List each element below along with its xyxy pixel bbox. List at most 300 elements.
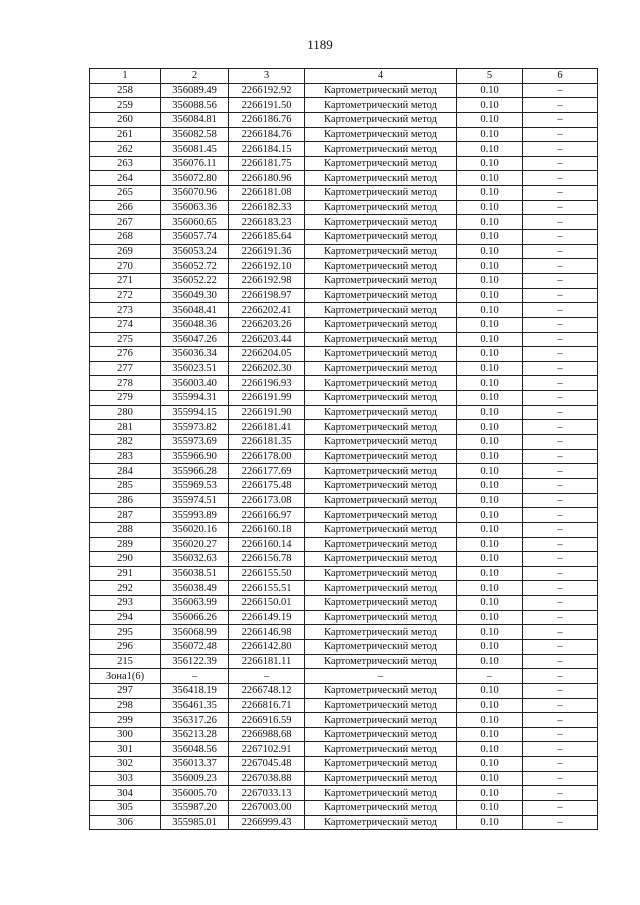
table-row xyxy=(90,230,598,245)
table-cell: – xyxy=(523,98,598,113)
table-cell: – xyxy=(523,405,598,420)
table-row xyxy=(90,317,598,332)
table-cell: Картометрический метод xyxy=(305,156,457,171)
table-cell: 215 xyxy=(90,654,161,669)
table-row xyxy=(90,98,598,113)
table-cell: 293 xyxy=(90,596,161,611)
table-cell: – xyxy=(523,596,598,611)
table-cell: 356005.70 xyxy=(161,786,229,801)
table-cell: 0.10 xyxy=(457,420,523,435)
table-cell: 290 xyxy=(90,552,161,567)
table-cell: – xyxy=(523,508,598,523)
table-cell: 2266150.01 xyxy=(229,596,305,611)
table-row xyxy=(90,522,598,537)
table-cell: 292 xyxy=(90,581,161,596)
table-cell: 356020.27 xyxy=(161,537,229,552)
table-cell: 283 xyxy=(90,449,161,464)
table-row xyxy=(90,698,598,713)
table-cell: 285 xyxy=(90,478,161,493)
table-cell: 2266916.59 xyxy=(229,713,305,728)
table-cell: 268 xyxy=(90,230,161,245)
table-cell: – xyxy=(523,244,598,259)
table-cell: 2266181.75 xyxy=(229,156,305,171)
table-cell: 260 xyxy=(90,112,161,127)
column-header: 3 xyxy=(229,69,305,84)
table-row xyxy=(90,464,598,479)
table-cell: Картометрический метод xyxy=(305,683,457,698)
table-cell: – xyxy=(523,435,598,450)
table-row xyxy=(90,405,598,420)
table-cell: Картометрический метод xyxy=(305,376,457,391)
table-cell: 0.10 xyxy=(457,478,523,493)
table-cell: 262 xyxy=(90,142,161,157)
table-row xyxy=(90,259,598,274)
table-cell: 288 xyxy=(90,522,161,537)
table-row xyxy=(90,727,598,742)
table-cell: Картометрический метод xyxy=(305,361,457,376)
table-cell: 289 xyxy=(90,537,161,552)
column-header: 2 xyxy=(161,69,229,84)
table-row xyxy=(90,537,598,552)
table-cell: 287 xyxy=(90,508,161,523)
table-cell: 356049.30 xyxy=(161,288,229,303)
table-cell: – xyxy=(523,215,598,230)
table-cell: 2266181.11 xyxy=(229,654,305,669)
table-cell: – xyxy=(457,669,523,684)
table-cell: 0.10 xyxy=(457,713,523,728)
table-cell: 2266184.15 xyxy=(229,142,305,157)
table-cell: 356047.26 xyxy=(161,332,229,347)
table-cell: 2266156.78 xyxy=(229,552,305,567)
table-cell: Зона1(6) xyxy=(90,669,161,684)
table-cell: Картометрический метод xyxy=(305,244,457,259)
table-cell: 0.10 xyxy=(457,771,523,786)
table-cell: 0.10 xyxy=(457,376,523,391)
table-cell: 278 xyxy=(90,376,161,391)
table-cell: 0.10 xyxy=(457,332,523,347)
table-cell: 355994.15 xyxy=(161,405,229,420)
table-cell: – xyxy=(523,317,598,332)
table-cell: 0.10 xyxy=(457,303,523,318)
table-cell: 0.10 xyxy=(457,98,523,113)
table-cell: 0.10 xyxy=(457,493,523,508)
table-cell: 2266160.18 xyxy=(229,522,305,537)
table-row xyxy=(90,156,598,171)
table-cell: – xyxy=(523,127,598,142)
table-cell: – xyxy=(523,449,598,464)
table-cell: Картометрический метод xyxy=(305,127,457,142)
table-row xyxy=(90,244,598,259)
table-cell: 277 xyxy=(90,361,161,376)
table-cell: 2266204.05 xyxy=(229,347,305,362)
table-cell: 355966.90 xyxy=(161,449,229,464)
table-row xyxy=(90,435,598,450)
table-cell: 286 xyxy=(90,493,161,508)
table-row xyxy=(90,757,598,772)
table-cell: 356036.34 xyxy=(161,347,229,362)
table-cell: 264 xyxy=(90,171,161,186)
table-cell: 299 xyxy=(90,713,161,728)
table-cell: Картометрический метод xyxy=(305,83,457,98)
table-cell: 356048.41 xyxy=(161,303,229,318)
table-cell: 0.10 xyxy=(457,112,523,127)
table-row xyxy=(90,639,598,654)
table-cell: Картометрический метод xyxy=(305,610,457,625)
table-cell: Картометрический метод xyxy=(305,215,457,230)
table-row xyxy=(90,303,598,318)
table-cell: – xyxy=(523,742,598,757)
table-cell: 2266203.44 xyxy=(229,332,305,347)
table-cell: 0.10 xyxy=(457,361,523,376)
table-cell: – xyxy=(523,566,598,581)
table-cell: 0.10 xyxy=(457,186,523,201)
table-cell: Картометрический метод xyxy=(305,786,457,801)
table-cell: Картометрический метод xyxy=(305,801,457,816)
table-cell: 2267033.13 xyxy=(229,786,305,801)
table-cell: Картометрический метод xyxy=(305,596,457,611)
table-cell: Картометрический метод xyxy=(305,742,457,757)
table-cell: – xyxy=(523,683,598,698)
table-cell: 355974.51 xyxy=(161,493,229,508)
table-cell: – xyxy=(523,376,598,391)
table-cell: – xyxy=(523,303,598,318)
table-cell: 356032.63 xyxy=(161,552,229,567)
table-cell: Картометрический метод xyxy=(305,186,457,201)
table-cell: Картометрический метод xyxy=(305,757,457,772)
table-cell: 0.10 xyxy=(457,698,523,713)
table-cell: 355993.89 xyxy=(161,508,229,523)
table-cell: 356020.16 xyxy=(161,522,229,537)
table-cell: 0.10 xyxy=(457,435,523,450)
table-row xyxy=(90,815,598,830)
table-cell: 2266180.96 xyxy=(229,171,305,186)
page-number: 1189 xyxy=(307,37,333,52)
table-cell: – xyxy=(523,361,598,376)
table-cell: 2266142.80 xyxy=(229,639,305,654)
table-cell: 296 xyxy=(90,639,161,654)
table-cell: 294 xyxy=(90,610,161,625)
table-row xyxy=(90,683,598,698)
table-cell: – xyxy=(523,801,598,816)
table-cell: 0.10 xyxy=(457,596,523,611)
table-cell: 356089.49 xyxy=(161,83,229,98)
table-cell: 2266155.50 xyxy=(229,566,305,581)
table-cell: – xyxy=(229,669,305,684)
table-cell: 356048.56 xyxy=(161,742,229,757)
table-cell: 2266146.98 xyxy=(229,625,305,640)
table-cell: 0.10 xyxy=(457,288,523,303)
table-cell: – xyxy=(523,786,598,801)
table-cell: 356063.36 xyxy=(161,200,229,215)
table-row xyxy=(90,332,598,347)
table-cell: – xyxy=(523,625,598,640)
table-row xyxy=(90,376,598,391)
table-cell: Картометрический метод xyxy=(305,464,457,479)
table-cell: – xyxy=(523,230,598,245)
table-cell: – xyxy=(523,478,598,493)
table-row xyxy=(90,83,598,98)
table-cell: – xyxy=(523,83,598,98)
table-cell: Картометрический метод xyxy=(305,478,457,493)
table-cell: 272 xyxy=(90,288,161,303)
table-row xyxy=(90,625,598,640)
table-row xyxy=(90,669,598,684)
table-cell: 356009.23 xyxy=(161,771,229,786)
table-cell: Картометрический метод xyxy=(305,200,457,215)
table-cell: Картометрический метод xyxy=(305,508,457,523)
table-cell: 2266178.00 xyxy=(229,449,305,464)
table-row xyxy=(90,215,598,230)
table-cell: – xyxy=(523,200,598,215)
table-row xyxy=(90,654,598,669)
table-cell: 2267045.48 xyxy=(229,757,305,772)
table-cell: 261 xyxy=(90,127,161,142)
table-cell: 355973.69 xyxy=(161,435,229,450)
table-cell: 0.10 xyxy=(457,464,523,479)
table-cell: 356418.19 xyxy=(161,683,229,698)
table-cell: 305 xyxy=(90,801,161,816)
table-cell: 282 xyxy=(90,435,161,450)
table-row xyxy=(90,552,598,567)
table-cell: Картометрический метод xyxy=(305,522,457,537)
table-cell: 2266202.30 xyxy=(229,361,305,376)
table-row xyxy=(90,449,598,464)
table-cell: Картометрический метод xyxy=(305,98,457,113)
table-cell: 2267003.00 xyxy=(229,801,305,816)
column-header: 4 xyxy=(305,69,457,84)
table-cell: 2266192.92 xyxy=(229,83,305,98)
table-cell: – xyxy=(523,771,598,786)
table-cell: 2266155.51 xyxy=(229,581,305,596)
table-cell: 0.10 xyxy=(457,727,523,742)
table-cell: 0.10 xyxy=(457,127,523,142)
table-cell: 291 xyxy=(90,566,161,581)
table-cell: 0.10 xyxy=(457,200,523,215)
table-cell: 303 xyxy=(90,771,161,786)
table-cell: 0.10 xyxy=(457,405,523,420)
table-cell: 273 xyxy=(90,303,161,318)
column-header: 5 xyxy=(457,69,523,84)
table-cell: 356070.96 xyxy=(161,186,229,201)
table-cell: 2266183.23 xyxy=(229,215,305,230)
table-cell: Картометрический метод xyxy=(305,112,457,127)
table-cell: – xyxy=(523,639,598,654)
table-row xyxy=(90,493,598,508)
table-cell: 2266177.69 xyxy=(229,464,305,479)
table-cell: – xyxy=(523,815,598,830)
table-cell: 0.10 xyxy=(457,742,523,757)
table-cell: Картометрический метод xyxy=(305,435,457,450)
table-cell: 0.10 xyxy=(457,786,523,801)
table-row xyxy=(90,566,598,581)
table-cell: 356072.80 xyxy=(161,171,229,186)
table-cell: Картометрический метод xyxy=(305,332,457,347)
table-cell: Картометрический метод xyxy=(305,654,457,669)
table-cell: Картометрический метод xyxy=(305,625,457,640)
table-cell: 2266203.26 xyxy=(229,317,305,332)
table-cell: – xyxy=(523,727,598,742)
table-cell: – xyxy=(523,522,598,537)
table-cell: 356038.51 xyxy=(161,566,229,581)
table-row xyxy=(90,171,598,186)
table-cell: 0.10 xyxy=(457,83,523,98)
table-cell: 0.10 xyxy=(457,449,523,464)
table-cell: Картометрический метод xyxy=(305,639,457,654)
table-cell: 2266192.98 xyxy=(229,273,305,288)
table-cell: – xyxy=(523,273,598,288)
table-cell: 2266175.48 xyxy=(229,478,305,493)
table-cell: 297 xyxy=(90,683,161,698)
table-row xyxy=(90,596,598,611)
table-cell: 2266816.71 xyxy=(229,698,305,713)
table-cell: 356063.99 xyxy=(161,596,229,611)
table-cell: 0.10 xyxy=(457,156,523,171)
table-cell: Картометрический метод xyxy=(305,230,457,245)
table-cell: 2266149.19 xyxy=(229,610,305,625)
table-cell: 2266191.99 xyxy=(229,391,305,406)
table-cell: – xyxy=(523,669,598,684)
table-cell: 0.10 xyxy=(457,273,523,288)
table-cell: Картометрический метод xyxy=(305,449,457,464)
table-row xyxy=(90,478,598,493)
table-cell: 355966.28 xyxy=(161,464,229,479)
table-cell: 280 xyxy=(90,405,161,420)
table-cell: – xyxy=(523,259,598,274)
table-cell: – xyxy=(523,142,598,157)
coordinates-table xyxy=(89,68,598,830)
table-row xyxy=(90,801,598,816)
table-cell: Картометрический метод xyxy=(305,303,457,318)
table-cell: 356088.56 xyxy=(161,98,229,113)
table-cell: 0.10 xyxy=(457,581,523,596)
table-row xyxy=(90,200,598,215)
table-cell: 0.10 xyxy=(457,171,523,186)
table-cell: – xyxy=(523,552,598,567)
table-cell: 0.10 xyxy=(457,522,523,537)
table-cell: – xyxy=(523,112,598,127)
table-cell: Картометрический метод xyxy=(305,771,457,786)
table-row xyxy=(90,347,598,362)
table-cell: – xyxy=(523,156,598,171)
table-cell: 281 xyxy=(90,420,161,435)
table-cell: 2266186.76 xyxy=(229,112,305,127)
table-cell: 356057.74 xyxy=(161,230,229,245)
table-row xyxy=(90,508,598,523)
table-cell: 356461.35 xyxy=(161,698,229,713)
table-cell: 0.10 xyxy=(457,508,523,523)
table-cell: 275 xyxy=(90,332,161,347)
table-cell: 263 xyxy=(90,156,161,171)
table-cell: 0.10 xyxy=(457,347,523,362)
table-row xyxy=(90,742,598,757)
table-cell: 356052.22 xyxy=(161,273,229,288)
table-cell: 295 xyxy=(90,625,161,640)
table-cell: 356076.11 xyxy=(161,156,229,171)
table-cell: 2266181.08 xyxy=(229,186,305,201)
table-cell: 274 xyxy=(90,317,161,332)
table-cell: 355969.53 xyxy=(161,478,229,493)
table-cell: 2266191.36 xyxy=(229,244,305,259)
table-cell: Картометрический метод xyxy=(305,698,457,713)
table-cell: 2266196.93 xyxy=(229,376,305,391)
table-cell: 301 xyxy=(90,742,161,757)
table-cell: – xyxy=(523,493,598,508)
table-cell: 0.10 xyxy=(457,801,523,816)
table-cell: 2266181.35 xyxy=(229,435,305,450)
table-cell: 356048.36 xyxy=(161,317,229,332)
table-cell: 0.10 xyxy=(457,757,523,772)
table-cell: 356053.24 xyxy=(161,244,229,259)
table-cell: 2266202.41 xyxy=(229,303,305,318)
table-cell: Картометрический метод xyxy=(305,288,457,303)
table-cell: 0.10 xyxy=(457,537,523,552)
table-cell: – xyxy=(523,332,598,347)
table-cell: 356122.39 xyxy=(161,654,229,669)
table-cell: 302 xyxy=(90,757,161,772)
table-cell: – xyxy=(523,654,598,669)
table-cell: 0.10 xyxy=(457,244,523,259)
table-cell: 266 xyxy=(90,200,161,215)
table-row xyxy=(90,610,598,625)
table-cell: 356003.40 xyxy=(161,376,229,391)
table-cell: 2266181.41 xyxy=(229,420,305,435)
table-cell: 356066.26 xyxy=(161,610,229,625)
table-cell: 0.10 xyxy=(457,683,523,698)
table-cell: – xyxy=(523,610,598,625)
table-cell: 356038.49 xyxy=(161,581,229,596)
table-cell: Картометрический метод xyxy=(305,171,457,186)
table-cell: – xyxy=(523,347,598,362)
table-cell: 0.10 xyxy=(457,230,523,245)
table-row xyxy=(90,112,598,127)
table-cell: Картометрический метод xyxy=(305,566,457,581)
table-cell: 2266166.97 xyxy=(229,508,305,523)
table-cell: 0.10 xyxy=(457,259,523,274)
table-cell: 267 xyxy=(90,215,161,230)
table-cell: – xyxy=(305,669,457,684)
table-cell: 276 xyxy=(90,347,161,362)
table-cell: – xyxy=(523,288,598,303)
table-cell: 0.10 xyxy=(457,654,523,669)
table-cell: 2266185.64 xyxy=(229,230,305,245)
table-cell: Картометрический метод xyxy=(305,420,457,435)
table-cell: 265 xyxy=(90,186,161,201)
table-cell: – xyxy=(523,391,598,406)
table-row xyxy=(90,288,598,303)
table-cell: 304 xyxy=(90,786,161,801)
table-cell: 2266184.76 xyxy=(229,127,305,142)
column-header: 6 xyxy=(523,69,598,84)
table-cell: 356068.99 xyxy=(161,625,229,640)
table-cell: Картометрический метод xyxy=(305,713,457,728)
table-cell: Картометрический метод xyxy=(305,581,457,596)
table-cell: 2266191.90 xyxy=(229,405,305,420)
table-cell: – xyxy=(523,698,598,713)
table-cell: Картометрический метод xyxy=(305,552,457,567)
table-cell: 306 xyxy=(90,815,161,830)
table-cell: 356023.51 xyxy=(161,361,229,376)
table-cell: Картометрический метод xyxy=(305,727,457,742)
table-cell: 356052.72 xyxy=(161,259,229,274)
table-row xyxy=(90,127,598,142)
table-cell: Картометрический метод xyxy=(305,347,457,362)
table-cell: 355987.20 xyxy=(161,801,229,816)
table-row xyxy=(90,361,598,376)
table-header-row xyxy=(90,69,598,84)
table-cell: Картометрический метод xyxy=(305,142,457,157)
table-row xyxy=(90,186,598,201)
table-cell: 356013.37 xyxy=(161,757,229,772)
